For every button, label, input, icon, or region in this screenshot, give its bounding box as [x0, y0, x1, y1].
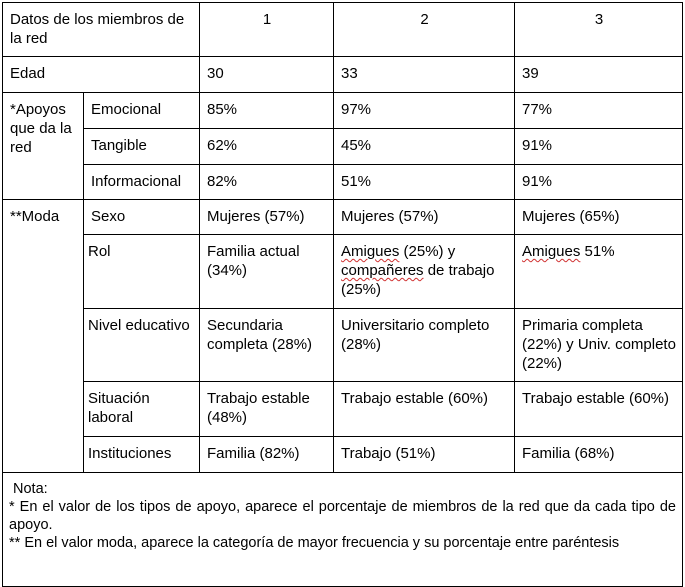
apoyo-row-tangible — [3, 129, 683, 165]
moda-label: **Moda — [3, 200, 84, 473]
moda-row-rol — [3, 235, 683, 309]
spell-flagged-word: Amigues — [341, 243, 400, 260]
apoyos-label: *Apoyos que da la red — [3, 93, 84, 200]
notes-row — [3, 473, 683, 587]
moda-value: Mujeres (57%) — [200, 200, 334, 235]
moda-nivel-label-text: Nivel educativo — [88, 317, 190, 334]
apoyo-value: 91% — [515, 129, 683, 165]
apoyo-label-emocional: Emocional — [84, 93, 200, 129]
moda-nivel-label — [84, 309, 200, 382]
moda-row-instituciones — [3, 437, 683, 473]
apoyo-row-emocional — [3, 93, 683, 129]
moda-row-nivel — [3, 309, 683, 382]
edad-label: Edad — [3, 57, 200, 93]
moda-value — [334, 235, 515, 309]
network-members-table — [2, 2, 683, 587]
moda-value: Mujeres (57%) — [334, 200, 515, 235]
apoyo-value: 91% — [515, 165, 683, 200]
moda-situacion-label-text: Situación laboral — [88, 390, 150, 426]
apoyo-label-tangible: Tangible — [84, 129, 200, 165]
edad-value-2: 33 — [334, 57, 515, 93]
moda-value: Trabajo estable (48%) — [200, 382, 334, 437]
moda-value: Familia (82%) — [200, 437, 334, 473]
moda-value: Familia actual (34%) — [200, 235, 334, 309]
moda-row-situacion — [3, 382, 683, 437]
apoyo-value: 82% — [200, 165, 334, 200]
moda-situacion-label — [84, 382, 200, 437]
spell-flagged-word: Amigues — [522, 243, 581, 260]
edad-value-3: 39 — [515, 57, 683, 93]
apoyo-value: 45% — [334, 129, 515, 165]
header-row — [3, 3, 683, 57]
moda-text: de trabajo (25%) — [341, 262, 495, 298]
header-member-2: 2 — [334, 3, 515, 57]
apoyo-value: 97% — [334, 93, 515, 129]
moda-row-sexo — [3, 200, 683, 235]
moda-text: 51% — [580, 243, 615, 260]
edad-value-1: 30 — [200, 57, 334, 93]
header-member-1: 1 — [200, 3, 334, 57]
moda-value: Secundaria completa (28%) — [200, 309, 334, 382]
apoyo-row-informacional — [3, 165, 683, 200]
edad-row — [3, 57, 683, 93]
moda-rol-label-text: Rol — [88, 243, 111, 260]
moda-value: Primaria completa (22%) y Univ. completo (22%) — [515, 309, 683, 382]
notes-title: Nota: — [13, 481, 48, 497]
apoyo-value: 51% — [334, 165, 515, 200]
moda-value: Trabajo estable (60%) — [334, 382, 515, 437]
moda-instituciones-label — [84, 437, 200, 473]
moda-value: Trabajo (51%) — [334, 437, 515, 473]
apoyo-label-informacional: Informacional — [84, 165, 200, 200]
moda-value: Universitario completo (28%) — [334, 309, 515, 382]
moda-rol-label — [84, 235, 200, 309]
header-member-3: 3 — [515, 3, 683, 57]
spell-flagged-word: compañeres — [341, 262, 424, 279]
apoyo-value: 85% — [200, 93, 334, 129]
apoyo-value: 77% — [515, 93, 683, 129]
header-label: Datos de los miembros de la red — [3, 3, 200, 57]
moda-sexo-label: Sexo — [84, 200, 200, 235]
moda-value — [515, 235, 683, 309]
moda-text: (25%) y — [399, 243, 456, 260]
moda-value: Trabajo estable (60%) — [515, 382, 683, 437]
moda-value: Familia (68%) — [515, 437, 683, 473]
note-apoyo: * En el valor de los tipos de apoyo, aparece el porcentaje de miembros de la red que da cada tipo de apoyo. — [9, 499, 676, 533]
moda-instituciones-label-text: Instituciones — [88, 445, 172, 462]
note-moda: ** En el valor moda, aparece la categoría de mayor frecuencia y su porcentaje entre paréntesis — [9, 535, 620, 551]
moda-value: Mujeres (65%) — [515, 200, 683, 235]
table-notes — [3, 473, 683, 587]
apoyo-value: 62% — [200, 129, 334, 165]
